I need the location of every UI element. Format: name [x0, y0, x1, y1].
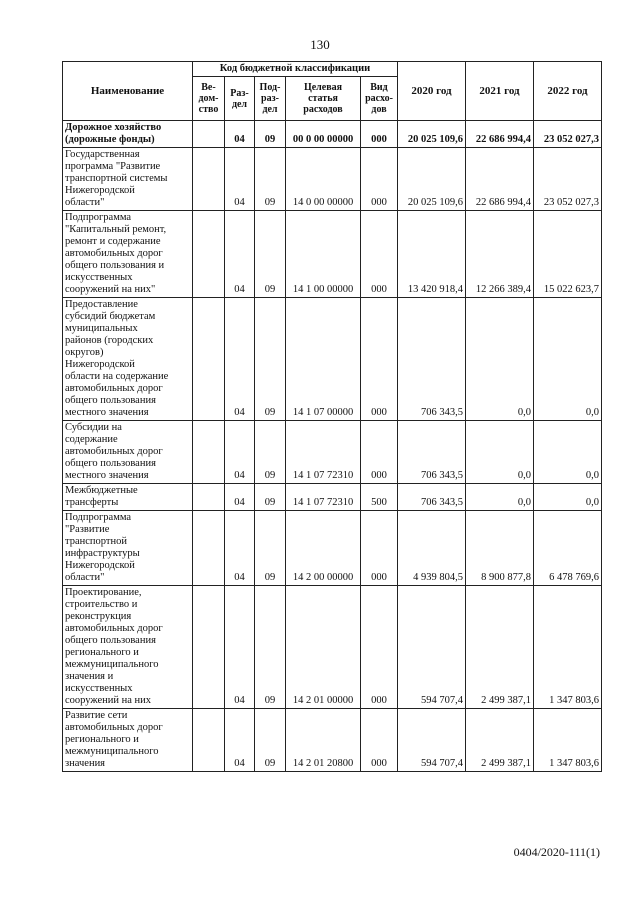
- header-podrazdel-line: дел: [262, 104, 278, 115]
- cell-name-line: регионального и: [65, 647, 139, 658]
- cell-name-line: трансферты: [65, 497, 119, 508]
- cell-name-line: Нижегородской: [65, 359, 135, 370]
- budget-table: [62, 61, 602, 772]
- cell-2022: 0,0: [534, 421, 602, 484]
- cell-name-line: автомобильных дорог: [65, 248, 163, 259]
- header-vedomstvo-line: Ве-: [201, 82, 216, 93]
- table-row: [63, 298, 602, 421]
- cell-2021: 2 499 387,1: [466, 586, 534, 709]
- cell-name-line: транспортной: [65, 536, 127, 547]
- cell-razdel: 04: [225, 298, 255, 421]
- cell-podrazdel: 09: [255, 511, 286, 586]
- cell-name-line: Субсидии на: [65, 422, 122, 433]
- cell-name-line: ремонт и содержание: [65, 236, 161, 247]
- cell-name-line: муниципальных: [65, 323, 138, 334]
- cell-name-line: сооружений на них": [65, 284, 156, 295]
- cell-2022: 1 347 803,6: [534, 709, 602, 772]
- cell-vid: 000: [361, 121, 398, 148]
- cell-target: 14 2 01 00000: [286, 586, 361, 709]
- header-target-line: Целевая: [303, 82, 343, 93]
- header-razdel-line: дел: [231, 98, 248, 110]
- header-name: Наименование: [63, 62, 193, 121]
- cell-2022: 23 052 027,3: [534, 148, 602, 211]
- cell-name-line: содержание: [65, 434, 118, 445]
- table-body: [63, 121, 602, 772]
- page-number: 130: [310, 37, 330, 52]
- cell-vedomstvo: [193, 148, 225, 211]
- table-row: [63, 709, 602, 772]
- cell-name-line: Проектирование,: [65, 587, 142, 598]
- cell-name: [63, 421, 193, 484]
- cell-name-line: значения: [65, 758, 106, 769]
- cell-name-line: общего пользования и: [65, 260, 165, 271]
- cell-2022: 1 347 803,6: [534, 586, 602, 709]
- cell-2020: 706 343,5: [398, 298, 466, 421]
- table-row: [63, 211, 602, 298]
- cell-name-line: автомобильных дорог: [65, 446, 163, 457]
- document-code: 0404/2020-111(1): [513, 845, 600, 859]
- cell-vedomstvo: [193, 298, 225, 421]
- cell-razdel: 04: [225, 586, 255, 709]
- cell-2022: 6 478 769,6: [534, 511, 602, 586]
- cell-2020: 20 025 109,6: [398, 121, 466, 148]
- cell-2020: 4 939 804,5: [398, 511, 466, 586]
- cell-name: [63, 121, 193, 148]
- cell-name-line: области": [65, 572, 105, 583]
- cell-name-line: общего пользования: [65, 395, 156, 406]
- cell-name-line: автомобильных дорог: [65, 722, 163, 733]
- header-razdel-line: Раз-: [230, 87, 249, 99]
- cell-name-line: "Развитие: [65, 524, 110, 535]
- cell-2022: 15 022 623,7: [534, 211, 602, 298]
- cell-name: [63, 211, 193, 298]
- cell-2022: 23 052 027,3: [534, 121, 602, 148]
- cell-2021: 0,0: [466, 484, 534, 511]
- cell-name: [63, 709, 193, 772]
- cell-vedomstvo: [193, 511, 225, 586]
- cell-2020: 594 707,4: [398, 586, 466, 709]
- cell-podrazdel: 09: [255, 211, 286, 298]
- cell-name-line: автомобильных дорог: [65, 623, 163, 634]
- cell-name-line: Межбюджетные: [65, 485, 138, 496]
- cell-name-line: области на содержание: [65, 371, 169, 382]
- table-row: [63, 484, 602, 511]
- cell-name-line: (дорожные фонды): [65, 134, 155, 145]
- cell-2020: 594 707,4: [398, 709, 466, 772]
- header-target-line: статья: [308, 93, 338, 104]
- cell-target: 00 0 00 00000: [286, 121, 361, 148]
- header-vid-line: дов: [371, 104, 387, 115]
- cell-razdel: 04: [225, 148, 255, 211]
- cell-target: 14 2 00 00000: [286, 511, 361, 586]
- cell-vid: 000: [361, 709, 398, 772]
- cell-name-line: сооружений на них: [65, 695, 152, 706]
- cell-name-line: округов): [65, 347, 104, 358]
- cell-name-line: искусственных: [65, 272, 133, 283]
- cell-target: 14 1 07 00000: [286, 298, 361, 421]
- cell-name-line: транспортной системы: [65, 173, 168, 184]
- cell-name-line: регионального и: [65, 734, 139, 745]
- cell-podrazdel: 09: [255, 148, 286, 211]
- cell-2021: 22 686 994,4: [466, 148, 534, 211]
- cell-vid: 000: [361, 421, 398, 484]
- table-row: [63, 121, 602, 148]
- header-year-2021: 2021 год: [466, 62, 534, 121]
- cell-name-line: районов (городских: [65, 335, 154, 346]
- cell-vedomstvo: [193, 709, 225, 772]
- header-year-2020: 2020 год: [398, 62, 466, 121]
- cell-target: 14 2 01 20800: [286, 709, 361, 772]
- cell-name: [63, 586, 193, 709]
- cell-vedomstvo: [193, 421, 225, 484]
- cell-name-line: автомобильных дорог: [65, 383, 163, 394]
- cell-vedomstvo: [193, 484, 225, 511]
- cell-name-line: субсидий бюджетам: [65, 311, 156, 322]
- header-vid: [361, 77, 398, 121]
- cell-2021: 0,0: [466, 421, 534, 484]
- cell-name-line: Подпрограмма: [65, 512, 132, 523]
- cell-2020: 13 420 918,4: [398, 211, 466, 298]
- cell-2020: 706 343,5: [398, 484, 466, 511]
- header-podrazdel-line: Под-: [259, 82, 281, 93]
- cell-name-line: общего пользования: [65, 635, 156, 646]
- cell-target: 14 0 00 00000: [286, 148, 361, 211]
- header-target: [286, 77, 361, 121]
- cell-razdel: 04: [225, 121, 255, 148]
- cell-name-line: Нижегородской: [65, 560, 135, 571]
- cell-razdel: 04: [225, 421, 255, 484]
- cell-name-line: Предоставление: [65, 299, 138, 310]
- cell-name-line: Государственная: [65, 149, 140, 160]
- cell-vedomstvo: [193, 586, 225, 709]
- cell-name: [63, 148, 193, 211]
- table-header: [63, 62, 602, 121]
- cell-podrazdel: 09: [255, 484, 286, 511]
- cell-name-line: Развитие сети: [65, 710, 128, 721]
- header-vid-line: расхо-: [365, 93, 393, 104]
- table-row: [63, 148, 602, 211]
- cell-name-line: "Капитальный ремонт,: [65, 224, 167, 235]
- cell-name: [63, 298, 193, 421]
- cell-vid: 000: [361, 586, 398, 709]
- cell-podrazdel: 09: [255, 121, 286, 148]
- cell-vid: 500: [361, 484, 398, 511]
- cell-name-line: Нижегородской: [65, 185, 135, 196]
- cell-podrazdel: 09: [255, 586, 286, 709]
- header-vedomstvo: [193, 77, 225, 121]
- cell-vid: 000: [361, 511, 398, 586]
- cell-2021: 0,0: [466, 298, 534, 421]
- cell-2021: 8 900 877,8: [466, 511, 534, 586]
- cell-name-line: общего пользования: [65, 458, 156, 469]
- cell-razdel: 04: [225, 484, 255, 511]
- cell-2020: 20 025 109,6: [398, 148, 466, 211]
- cell-podrazdel: 09: [255, 298, 286, 421]
- cell-2022: 0,0: [534, 484, 602, 511]
- cell-name-line: местного значения: [65, 407, 149, 418]
- cell-name-line: искусственных: [65, 683, 133, 694]
- header-target-line: расходов: [303, 104, 343, 115]
- cell-name-line: Дорожное хозяйство: [65, 122, 162, 133]
- cell-podrazdel: 09: [255, 421, 286, 484]
- cell-name-line: строительство и: [65, 599, 138, 610]
- cell-2021: 2 499 387,1: [466, 709, 534, 772]
- header-podrazdel-line: раз-: [261, 93, 279, 104]
- cell-vid: 000: [361, 211, 398, 298]
- cell-target: 14 1 07 72310: [286, 421, 361, 484]
- cell-podrazdel: 09: [255, 709, 286, 772]
- header-year-2022: 2022 год: [534, 62, 602, 121]
- cell-razdel: 04: [225, 511, 255, 586]
- header-podrazdel: [255, 77, 286, 121]
- cell-name-line: области": [65, 197, 105, 208]
- cell-name-line: программа "Развитие: [65, 161, 161, 172]
- cell-target: 14 1 07 72310: [286, 484, 361, 511]
- cell-name-line: межмуниципального: [65, 659, 159, 670]
- table-row: [63, 511, 602, 586]
- cell-2021: 12 266 389,4: [466, 211, 534, 298]
- header-razdel: [225, 77, 255, 121]
- cell-2020: 706 343,5: [398, 421, 466, 484]
- cell-vedomstvo: [193, 211, 225, 298]
- header-vedomstvo-line: ство: [198, 104, 219, 115]
- cell-razdel: 04: [225, 709, 255, 772]
- table-row: [63, 421, 602, 484]
- cell-2022: 0,0: [534, 298, 602, 421]
- header-vedomstvo-line: дом-: [198, 93, 219, 104]
- header-classification-group: Код бюджетной классификации: [193, 62, 398, 77]
- cell-name-line: межмуниципального: [65, 746, 159, 757]
- cell-name-line: реконструкция: [65, 611, 132, 622]
- cell-target: 14 1 00 00000: [286, 211, 361, 298]
- cell-razdel: 04: [225, 211, 255, 298]
- cell-2021: 22 686 994,4: [466, 121, 534, 148]
- cell-name: [63, 511, 193, 586]
- cell-name-line: Подпрограмма: [65, 212, 132, 223]
- cell-vid: 000: [361, 148, 398, 211]
- table-row: [63, 586, 602, 709]
- cell-name-line: инфраструктуры: [65, 548, 140, 559]
- cell-name-line: значения и: [65, 671, 114, 682]
- cell-vedomstvo: [193, 121, 225, 148]
- cell-name-line: местного значения: [65, 470, 149, 481]
- cell-vid: 000: [361, 298, 398, 421]
- header-vid-line: Вид: [370, 82, 388, 93]
- cell-name: [63, 484, 193, 511]
